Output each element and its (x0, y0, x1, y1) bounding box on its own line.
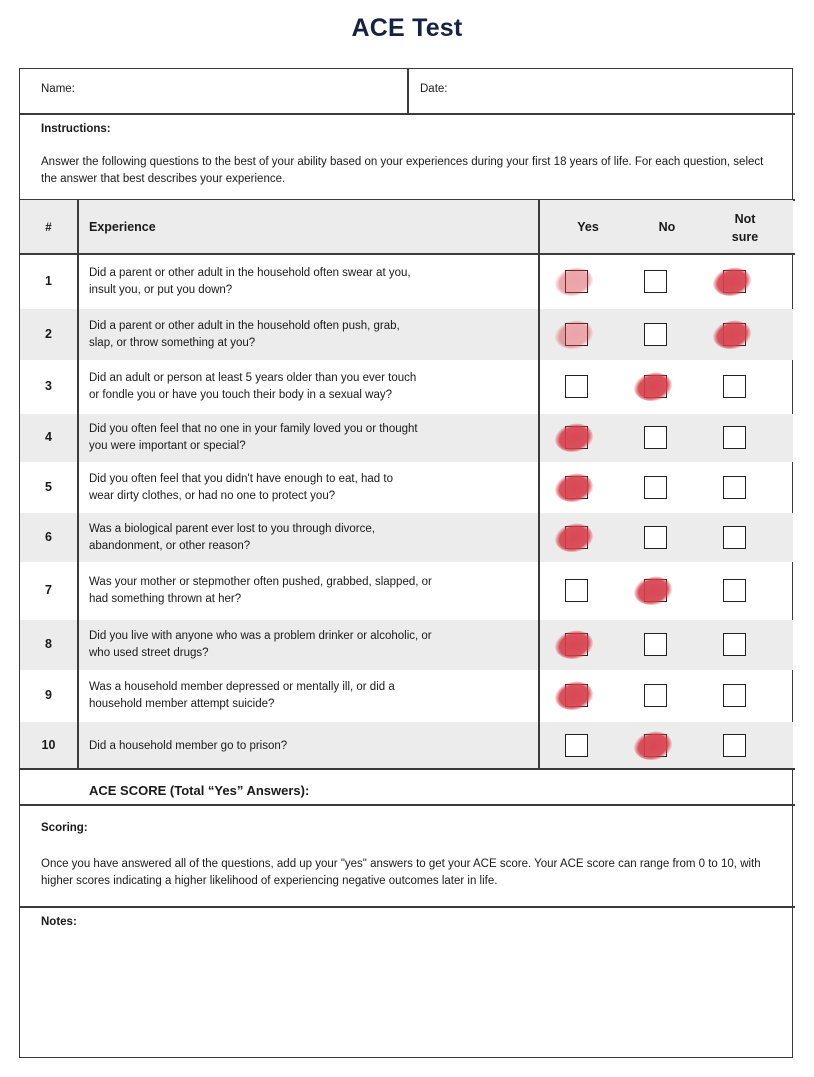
question-line: Did a household member go to prison? (89, 739, 288, 752)
question-line: insult you, or put you down? (89, 283, 233, 296)
divider (407, 68, 409, 114)
col-not-sure-header-line1: Not (734, 212, 756, 226)
notes-heading: Notes: (41, 916, 77, 928)
notes-area[interactable] (40, 935, 775, 1045)
divider (19, 768, 795, 770)
divider (19, 113, 795, 115)
checkbox-not-sure[interactable] (723, 579, 746, 602)
row-number: 8 (45, 637, 52, 651)
row-number: 1 (45, 273, 52, 288)
question-line: Did a parent or other adult in the household often swear at you, (89, 266, 411, 279)
question-text (89, 318, 529, 352)
question-text (89, 265, 529, 299)
question-line: Did you live with anyone who was a problem drinker or alcoholic, or (89, 630, 432, 642)
checkbox-not-sure[interactable] (723, 734, 746, 757)
question-text (89, 574, 529, 608)
question-line: Did an adult or person at least 5 years older than you ever touch (89, 372, 417, 384)
checkbox-no[interactable] (644, 633, 667, 656)
column-divider (77, 199, 79, 769)
question-text (89, 471, 529, 505)
question-line: or fondle you or have you touch their body in a sexual way? (89, 389, 393, 401)
checkbox-yes[interactable] (565, 579, 588, 602)
checkbox-not-sure[interactable] (723, 476, 746, 499)
divider (19, 906, 795, 908)
question-text (89, 421, 529, 455)
question-line: wear dirty clothes, or had no one to protect you? (89, 489, 336, 502)
col-yes-header: Yes (577, 220, 599, 234)
checkbox-not-sure[interactable] (723, 633, 746, 656)
col-no-header: No (658, 220, 676, 234)
col-experience-header: Experience (89, 220, 156, 234)
question-text (89, 521, 529, 555)
row-number: 2 (45, 326, 52, 341)
question-line: slap, or throw something at you? (89, 336, 256, 349)
ace-score-label: ACE SCORE (Total “Yes” Answers): (89, 783, 310, 798)
divider (19, 804, 795, 806)
question-line: Was a biological parent ever lost to you through divorce, (89, 522, 375, 535)
checkbox-no[interactable] (644, 426, 667, 449)
question-line: Did you often feel that you didn't have enough to eat, had to (89, 472, 393, 485)
checkbox-yes[interactable] (565, 734, 588, 757)
divider (19, 253, 795, 255)
question-line: who used street drugs? (89, 647, 209, 659)
column-divider (538, 199, 540, 769)
checkbox-no[interactable] (644, 270, 667, 293)
checkbox-no[interactable] (644, 476, 667, 499)
row-number: 10 (41, 737, 56, 752)
row-number: 3 (45, 379, 52, 393)
page-title: ACE Test (351, 14, 463, 42)
question-line: Was a household member depressed or mentally ill, or did a (89, 681, 395, 693)
question-line: Did you often feel that no one in your family loved you or thought (89, 423, 418, 435)
name-label: Name: (41, 83, 75, 95)
checkbox-not-sure[interactable] (723, 426, 746, 449)
col-number-header: # (45, 222, 52, 234)
checkbox-not-sure[interactable] (723, 684, 746, 707)
checkbox-not-sure[interactable] (723, 375, 746, 398)
checkbox-not-sure[interactable] (723, 526, 746, 549)
row-number: 5 (45, 479, 52, 494)
question-line: you were important or special? (89, 440, 246, 452)
instructions-heading: Instructions: (41, 123, 111, 135)
col-not-sure-header-line2: sure (731, 230, 759, 244)
row-number: 9 (45, 688, 52, 702)
checkbox-no[interactable] (644, 526, 667, 549)
question-line: Was your mother or stepmother often pushed, grabbed, slapped, or (89, 576, 432, 588)
date-label: Date: (420, 83, 448, 95)
row-number: 4 (45, 430, 52, 444)
question-line: abandonment, or other reason? (89, 539, 251, 552)
instructions-text: Answer the following questions to the best of your ability based on your experiences during your first 18 years of life. For each question, select the answer that best describes your experience. (41, 156, 764, 185)
checkbox-no[interactable] (644, 684, 667, 707)
checkbox-no[interactable] (644, 323, 667, 346)
question-text (89, 370, 529, 404)
scoring-text: Once you have answered all of the questions, add up your "yes" answers to get your ACE score. Your ACE score can range from 0 to 10, with higher scores indicating a higher likelihood of experiencing negative outcomes later in life. (41, 858, 761, 887)
question-text (89, 738, 529, 755)
question-line: Did a parent or other adult in the household often push, grab, (89, 319, 400, 332)
question-text (89, 628, 529, 662)
row-number: 7 (45, 583, 52, 597)
checkbox-yes[interactable] (565, 375, 588, 398)
row-number: 6 (45, 529, 52, 544)
question-line: household member attempt suicide? (89, 698, 275, 710)
question-line: had something thrown at her? (89, 593, 242, 605)
scoring-heading: Scoring: (41, 822, 88, 834)
question-text (89, 679, 529, 713)
